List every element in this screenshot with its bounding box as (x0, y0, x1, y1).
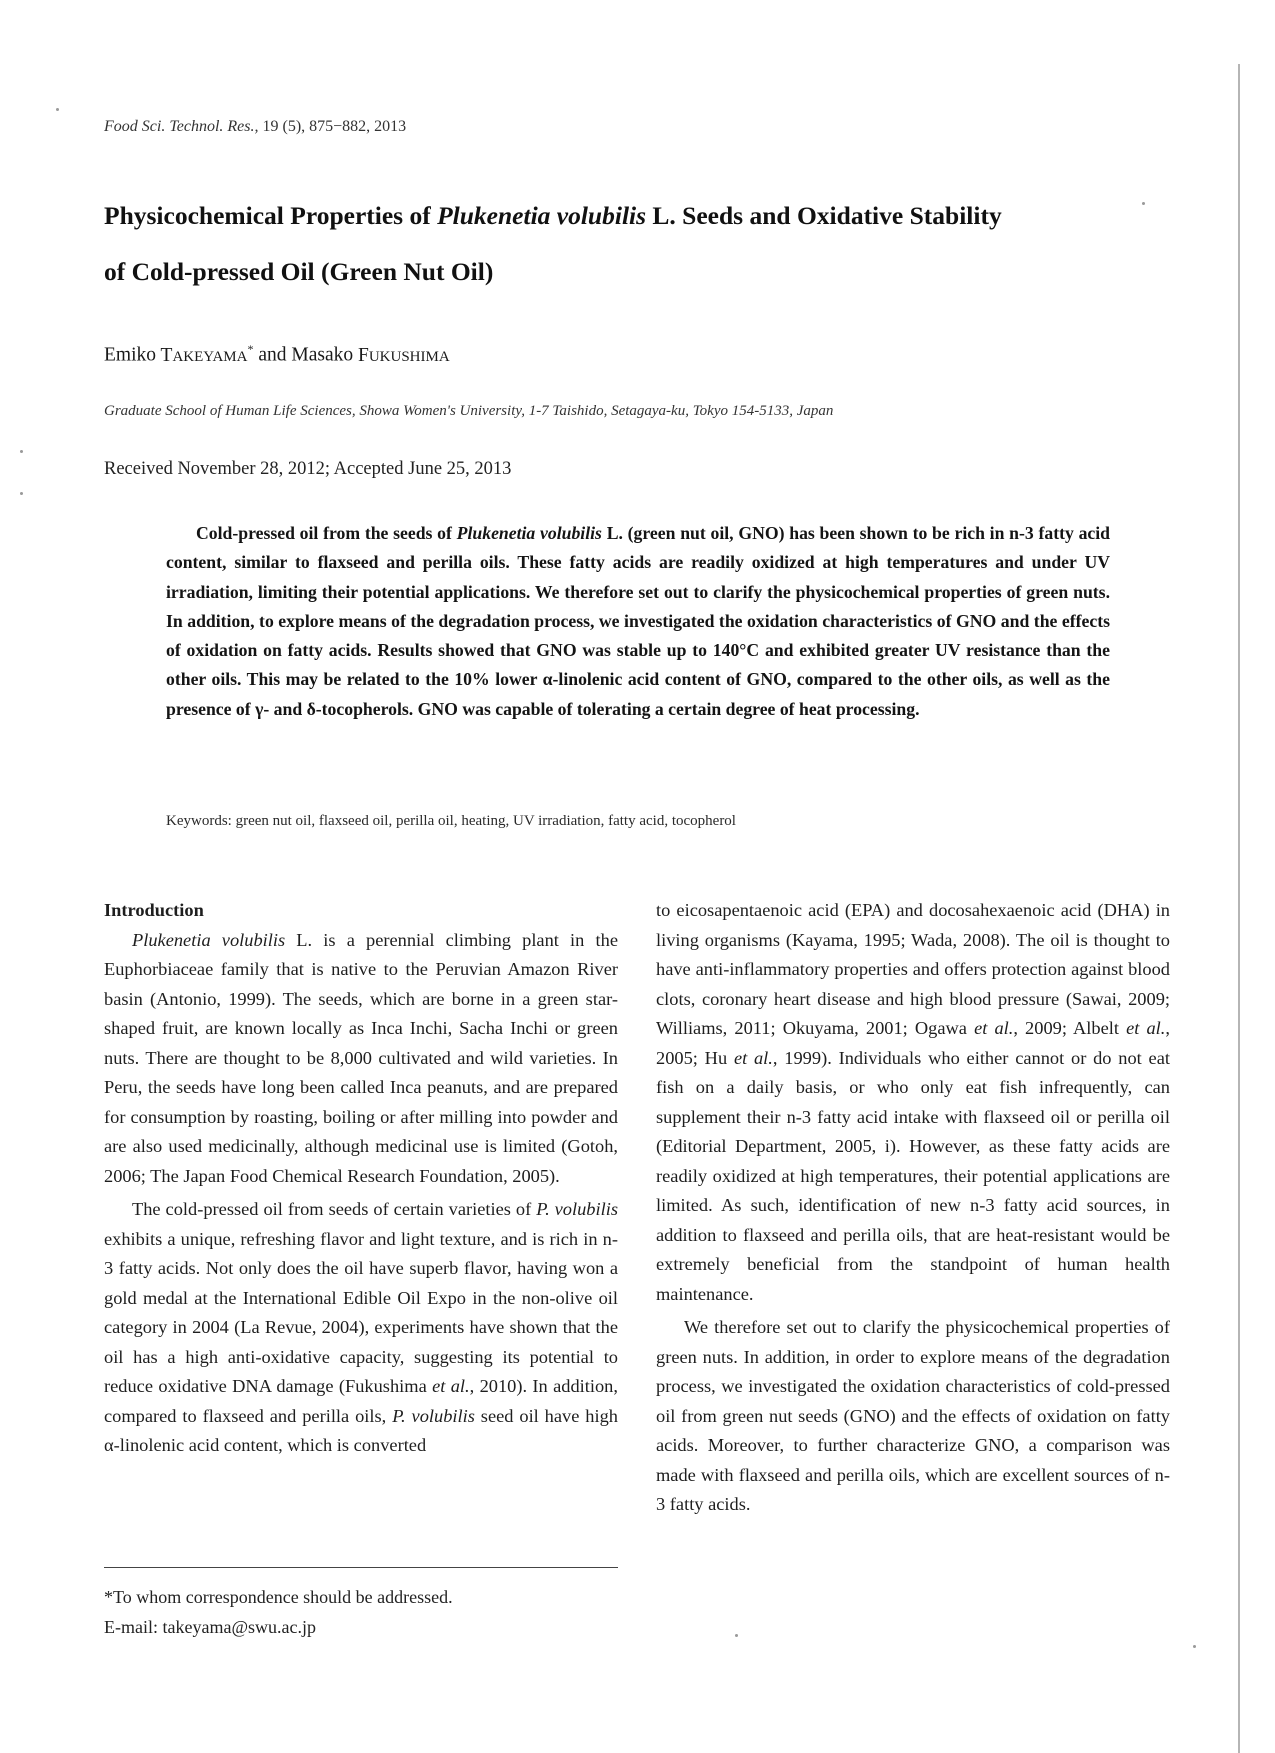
journal-volume: 19 (5), 875−882, 2013 (262, 118, 407, 135)
left-column (104, 896, 618, 1461)
intro-paragraph-2 (104, 1195, 618, 1461)
paper-title (104, 188, 1164, 300)
corresponding-mark: * (247, 342, 254, 356)
author1-last-initial: T (160, 344, 173, 366)
footnote-correspondence: *To whom correspondence should be addressed. (104, 1587, 453, 1607)
footnote (104, 1582, 453, 1642)
author2-last-initial: F (357, 344, 369, 366)
intro-p2-etal: et al. (432, 1376, 470, 1396)
author-list (104, 342, 450, 367)
intro-p2-d: seed oil have high α-linolenic acid content, which is converted (104, 1405, 618, 1455)
author2-first: Masako (291, 344, 354, 366)
author1-last-rest: AKEYAMA (172, 348, 248, 365)
intro-p2-b: exhibits a unique, refreshing flavor and light texture, and is rich in n-3 fatty acids. Not only does the oil have superb flavor, having won a gold medal at the International Edible Oil Expo in the non-olive oil category in 2004 (La Revue, 2004), experiments have shown that the oil has a high anti-oxidative capacity, suggesting its potential to reduce oxidative DNA damage (Fukushima (104, 1228, 618, 1396)
keywords: Keywords: green nut oil, flaxseed oil, perilla oil, heating, UV irradiation, fatty acid, tocopherol (166, 813, 736, 829)
intro-r1-etal2: et al. (1126, 1018, 1166, 1038)
intro-r1-etal3: et al. (733, 1047, 773, 1068)
affiliation: Graduate School of Human Life Sciences, Showa Women's University, 1-7 Taishido, Setagaya-ku, Tokyo 154-5133, Japan (104, 403, 834, 419)
title-line2: of Cold-pressed Oil (Green Nut Oil) (104, 257, 494, 286)
intro-p2-species2: P. volubilis (392, 1405, 475, 1426)
intro-r1-c: , 2005; Hu (656, 1018, 1170, 1068)
abstract (166, 519, 1110, 724)
received-dates: Received November 28, 2012; Accepted June 25, 2013 (104, 459, 512, 479)
intro-r1-etal1: et al. (974, 1018, 1014, 1038)
intro-p2-species1: P. volubilis (536, 1199, 618, 1219)
author1-last (161, 345, 248, 366)
intro-p2-a: The cold-pressed oil from seeds of certain varieties of (132, 1199, 532, 1219)
title-part1: Physicochemical Properties of (104, 201, 431, 230)
author1-first: Emiko (104, 344, 156, 366)
scan-speck (20, 450, 23, 453)
scan-speck (1193, 1645, 1196, 1648)
title-species: Plukenetia volubilis (437, 201, 647, 230)
intro-r1-a: to eicosapentaenoic acid (EPA) and docosahexaenoic acid (DHA) in living organisms (Kayama, 1995; Wada, 2008). The oil is thought to have anti-inflammatory properties and offers protection against blood clots, coronary heart disease and high blood pressure (Sawai, 2009; Williams, 2011; Okuyama, 2001; Ogawa (656, 900, 1170, 1038)
intro-r1-b: , 2009; Albelt (1013, 1018, 1119, 1038)
footnote-email: E-mail: takeyama@swu.ac.jp (104, 1617, 317, 1637)
abstract-text-b: L. (green nut oil, GNO) has been shown to be rich in n-3 fatty acid content, similar to flaxseed and perilla oils. These fatty acids are readily oxidized at high temperatures and under UV irradiation, limiting their potential applications. We therefore set out to clarify the physicochemical properties of green nuts. In addition, to explore means of the degradation process, we investigated the oxidation characteristics of GNO and the effects of oxidation on fatty acids. Results showed that GNO was stable up to 140°C and exhibited greater UV resistance than the other oils. This may be related to the 10% lower α-linolenic acid content of GNO, compared to the other oils, as well as the presence of γ- and δ-tocopherols. GNO was capable of tolerating a certain degree of heat processing. (166, 523, 1111, 719)
title-part2: L. Seeds and Oxidative Stability (652, 201, 1002, 230)
scan-speck (56, 108, 59, 111)
section-heading-introduction: Introduction (104, 900, 204, 920)
author2-last-rest: UKUSHIMA (368, 348, 450, 365)
right-column (656, 896, 1170, 1520)
author2-last (358, 345, 450, 366)
abstract-species: Plukenetia volubilis (456, 523, 602, 543)
scan-speck (735, 1634, 738, 1637)
footnote-divider (104, 1567, 618, 1568)
journal-name: Food Sci. Technol. Res., (104, 118, 259, 135)
scan-speck (20, 492, 23, 495)
intro-p2-c: , 2010). In addition, compared to flaxseed and perilla oils, (104, 1376, 618, 1426)
scan-edge-line (1238, 64, 1240, 1753)
intro-paragraph-2-continued (656, 896, 1170, 1309)
intro-r1-d: , 1999). Individuals who either cannot or do not eat fish on a daily basis, or who only eat fish infrequently, can supplement their n-3 fatty acid intake with flaxseed oil or perilla oil (Editorial Department, 2005, i). However, as these fatty acids are readily oxidized at high temperatures, their potential applications are limited. As such, identification of new n-3 fatty acid sources, in addition to flaxseed and perilla oils, that are heat-resistant would be extremely beneficial from the standpoint of human health maintenance. (656, 1047, 1170, 1304)
intro-paragraph-3: We therefore set out to clarify the physicochemical properties of green nuts. In addition, in order to explore means of the degradation process, we investigated the oxidation characteristics of cold-pressed oil from green nut seeds (GNO) and the effects of oxidation on fatty acids. Moreover, to further characterize GNO, a comparison was made with flaxseed and perilla oils, which are excellent sources of n-3 fatty acids. (656, 1317, 1170, 1514)
intro-p1-text: L. is a perennial climbing plant in the Euphorbiaceae family that is native to the Peruvian Amazon River basin (Antonio, 1999). The seeds, which are borne in a green star-shaped fruit, are known locally as Inca Inchi, Sacha Inchi or green nuts. There are thought to be 8,000 cultivated and wild varieties. In Peru, the seeds have long been called Inca peanuts, and are prepared for consumption by roasting, boiling or after milling into powder and are also used medicinally, although medicinal use is limited (Gotoh, 2006; The Japan Food Chemical Research Foundation, 2005). (104, 929, 618, 1186)
running-head (104, 118, 406, 136)
intro-species: Plukenetia volubilis (132, 929, 286, 950)
author-conj: and (258, 344, 287, 366)
scan-speck (1142, 202, 1145, 205)
intro-paragraph-1 (104, 926, 618, 1192)
abstract-text-a: Cold-pressed oil from the seeds of (196, 523, 452, 543)
